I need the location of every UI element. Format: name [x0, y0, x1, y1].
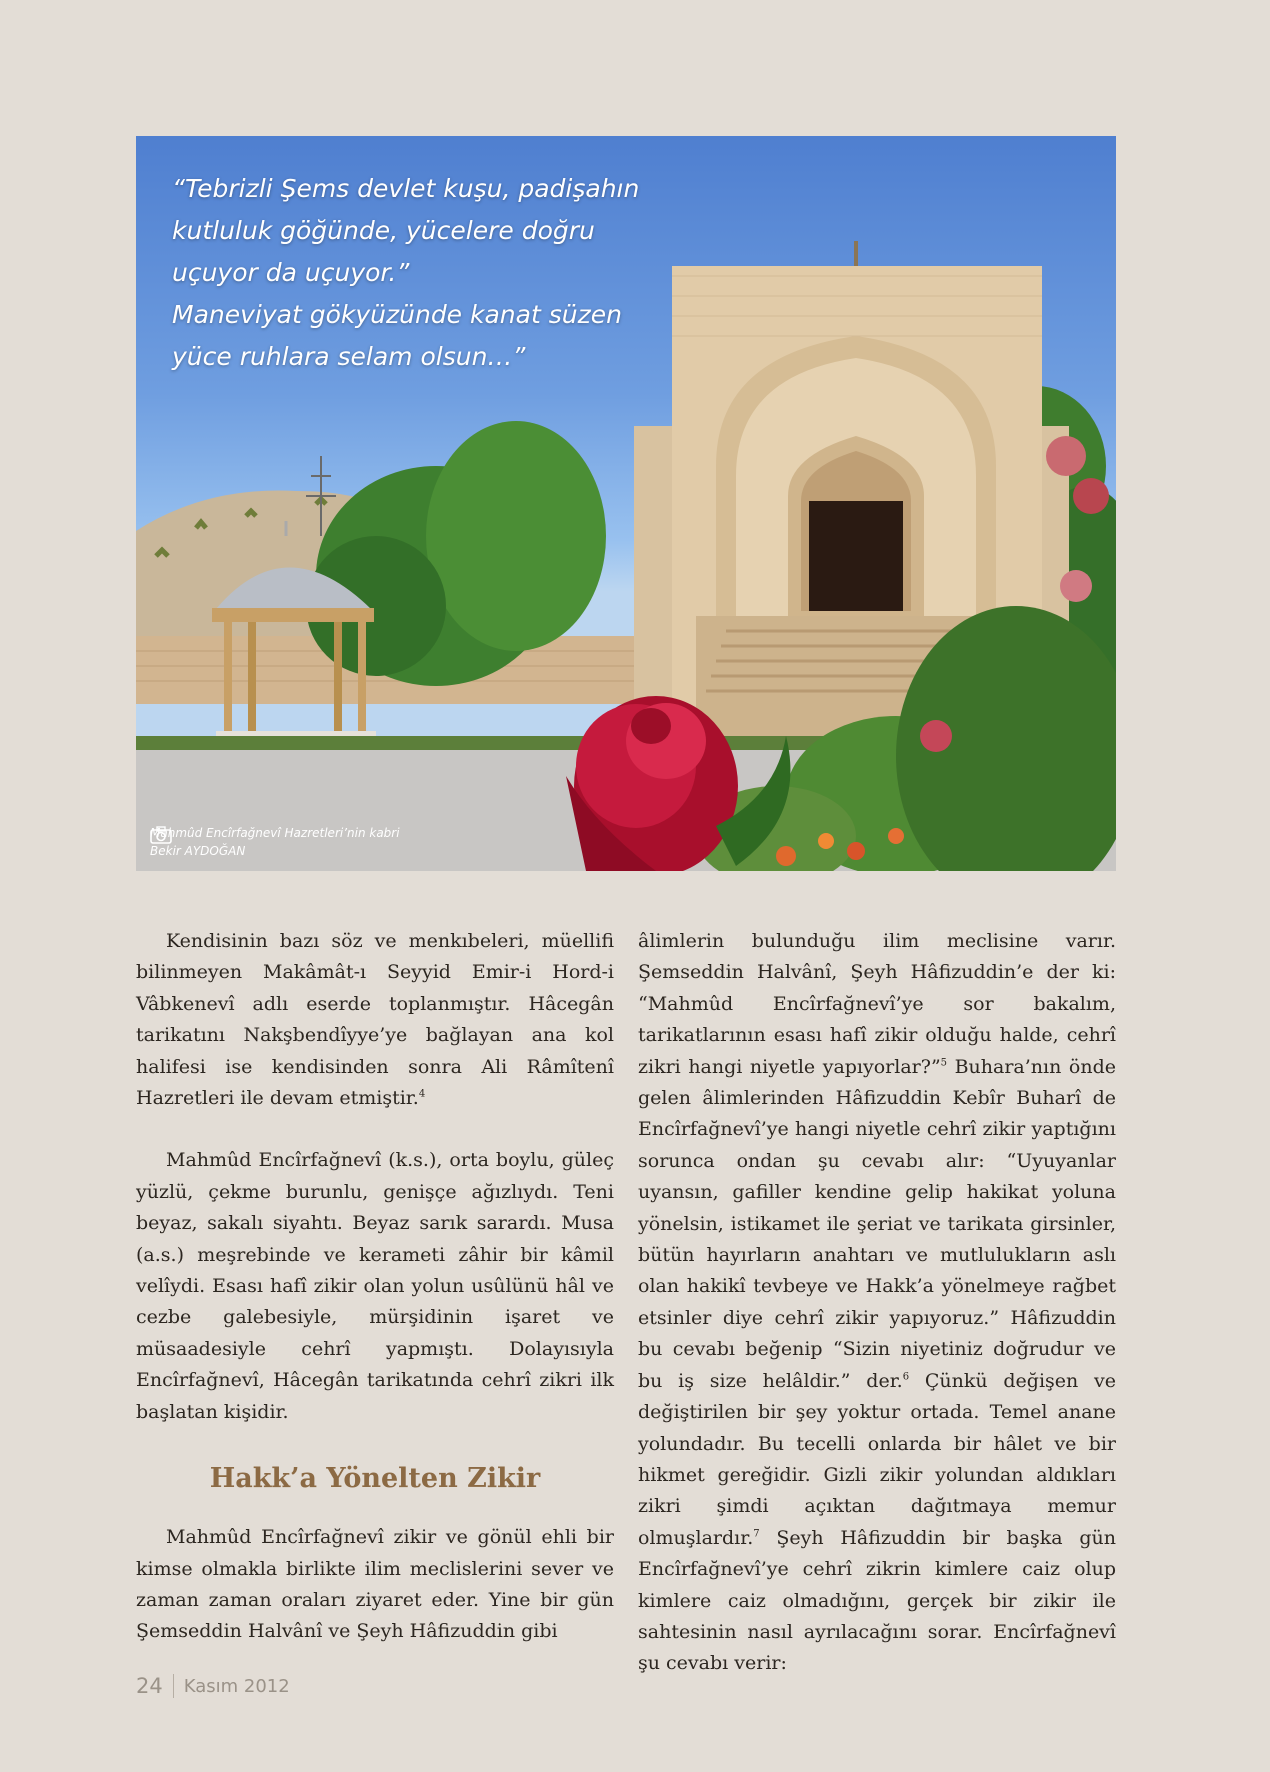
- footnote-ref[interactable]: 7: [753, 1528, 760, 1540]
- paragraph: Mahmûd Encîrfağnevî zikir ve gönül ehli bir kimse olmakla birlikte ilim meclislerini sever ve zaman zaman oraları ziyaret eder. Yine bir gün Şemseddin Halvânî ve Şeyh Hâfizuddin gibi: [136, 1526, 614, 1643]
- paragraph: âlimlerin bulunduğu ilim meclisine varır. Şemseddin Halvânî, Şeyh Hâfizuddin’e der ki: “Mahmûd Encîrfağnevî’ye sor bakalım, tarikatlarının esası hafî zikir olduğu halde, cehrî zikri hangi niyetle yapıyorlar?”$^5$ Buhara’nın önde gelen âlimlerinden Hâfizuddin Kebîr Buharî de Encîrfağnevî’ye hangi niyetle cehrî zikir yaptığını sorunca ondan şu cevabı alır: “Uyuyanlar uyansın, gafiller kendine gelip hakikat yoluna yönelsin, istikamet ile şeriat ve tarikata girsinler, bütün hayırların anahtarı ve mutlulukların aslı olan hakikî tevbeye ve Hakk’a yönelmeye rağbet etsinler diye cehrî zikir yapıyoruz.” Hâfizuddin bu cevabı beğenip “Sizin niyetiniz doğrudur ve bu iş size helâldir.” der.$^6$ Çünkü değişen ve değiştirilen bir şey yoktur ortada. Temel anane yolundadır. Bu tecelli onlarda bir hâlet ve bir hikmet gereğidir. Gizli zikir yolundan aldıkları zikri şimdi açıktan dağıtmaya memur olmuşlardır.$^7$ Şeyh Hâfizuddin bir başka gün Encîrfağnevî’ye cehrî zikrin kimlere caiz olup kimlere caiz olmadığını, gerçek bir zikir ile sahtesinin nasıl ayrılacağını sorar. Encîrfağnevî şu cevabı verir:: [638, 930, 1116, 1675]
- footnote-ref[interactable]: 5: [940, 1057, 948, 1069]
- paragraph: Kendisinin bazı söz ve menkıbeleri, müellifi bilinmeyen Makâmât-ı Seyyid Emir-i Hord-i Vâbkenevî adlı eserde toplanmıştır. Hâcegân tarikatını Nakşbendîyye’ye bağlayan ana kol halifesi ise kendisinden sonra Ali Râmîtenî Hazretleri ile devam etmiştir.$^4$: [136, 930, 614, 1110]
- section-heading: Hakk’a Yönelten Zikir: [209, 1463, 541, 1495]
- page-footer: [136, 1674, 290, 1698]
- footnote-ref[interactable]: 4: [418, 1088, 426, 1100]
- quote-line: Maneviyat gökyüzünde kanat süzen: [172, 300, 622, 329]
- caption-title: Mahmûd Encîrfağnevî Hazretleri’nin kabri: [150, 826, 400, 840]
- camera-icon: [150, 826, 172, 844]
- right-column: [638, 926, 1116, 1680]
- footnote-ref[interactable]: 6: [902, 1371, 910, 1383]
- caption-credit: Bekir AYDOĞAN: [150, 844, 246, 858]
- page-number: 24: [136, 1674, 163, 1698]
- issue-date: Kasım 2012: [183, 1675, 290, 1697]
- quote-line: uçuyor da uçuyor.”: [172, 258, 410, 287]
- quote-line: “Tebrizli Şems devlet kuşu, padişahın: [172, 174, 640, 203]
- footer-divider: [173, 1674, 174, 1698]
- paragraph: Mahmûd Encîrfağnevî (k.s.), orta boylu, güleç yüzlü, çekme burunlu, genişçe ağızlıydı. Teni beyaz, sakalı siyahtı. Beyaz sarık sarardı. Musa (a.s.) meşrebinde ve kerameti zâhir bir kâmil velîydi. Esası hafî zikir olan yolun usûlünü hâl ve cezbe galebesiyle, mürşidinin işaret ve müsaadesiyle cehrî yapmıştı. Dolayısıyla Encîrfağnevî, Hâcegân tarikatında cehrî zikri ilk başlatan kişidir.: [136, 1149, 614, 1423]
- mausoleum-photo: [136, 136, 1116, 871]
- photo-quote: [172, 168, 672, 378]
- left-column: [136, 926, 614, 1648]
- quote-line: kutluluk göğünde, yücelere doğru: [172, 216, 595, 245]
- quote-line: yüce ruhlara selam olsun…”: [172, 342, 526, 371]
- photo-caption: [150, 824, 400, 860]
